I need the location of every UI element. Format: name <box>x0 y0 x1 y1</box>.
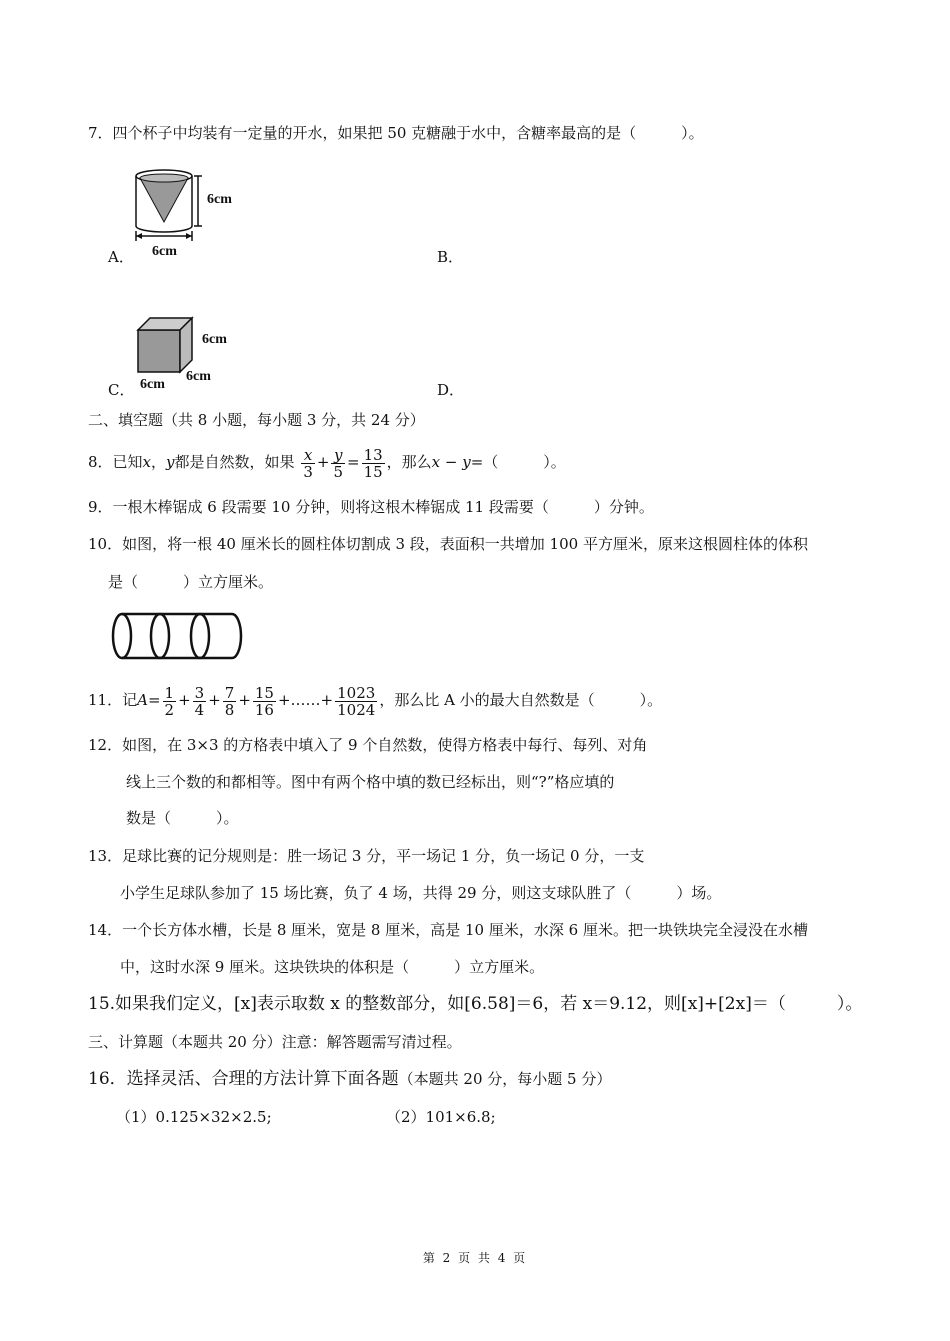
q8-mid: 都是自然数，如果 <box>174 453 295 471</box>
q8-post: ，那么 <box>386 453 432 471</box>
question-16 <box>88 1069 611 1089</box>
figure-cut-cylinder <box>108 610 248 665</box>
section-3-heading: 三、计算题（本题共 20 分）注意：解答题需写清过程。 <box>88 1033 462 1051</box>
page-footer: 第 2 页 共 4 页 <box>422 1251 528 1265</box>
q8-tail: =（ ）。 <box>470 453 566 471</box>
q11-ellipsis: +……+ <box>277 691 334 709</box>
q11-var-a: A <box>137 691 148 709</box>
q8-expression: x − y <box>431 453 471 471</box>
q11-plus-3: + <box>238 691 251 709</box>
question-13-line-2: 小学生足球队参加了 15 场比赛，负了 4 场，共得 29 分，则这支球队胜了（ ）场。 <box>120 884 722 902</box>
q8-fraction-1: $\frac{x}{3}$ <box>303 445 313 481</box>
q11-fraction-5: $\frac{1023}{1024}$ <box>337 683 376 719</box>
question-11 <box>88 678 662 722</box>
q8-fraction-3: $\frac{13}{15}$ <box>363 445 383 481</box>
figure-c-depth-label: 6cm <box>186 369 211 384</box>
q8-var-y: y <box>166 453 175 471</box>
q8-var-x: x <box>142 453 152 471</box>
section-2-heading: 二、填空题（共 8 小题，每小题 3 分，共 24 分） <box>88 411 425 429</box>
option-a: A． <box>108 248 134 266</box>
q8-plus: + <box>316 453 330 471</box>
option-b: B． <box>437 248 464 266</box>
question-16-part-2: （2）101×6.8; <box>386 1108 496 1126</box>
question-7: 7．四个杯子中均装有一定量的开水，如果把 50 克糖融于水中，含糖率最高的是（ ）。 <box>88 124 704 142</box>
figure-a-height-label: 6cm <box>207 192 232 207</box>
question-13-line-1: 13．足球比赛的记分规则是：胜一场记 3 分，平一场记 1 分，负一场记 0 分，一支 <box>88 847 645 865</box>
q11-fraction-4: $\frac{15}{16}$ <box>254 683 274 719</box>
question-10-line-2: 是（ ）立方厘米。 <box>108 573 274 591</box>
q11-equals: = <box>147 691 161 709</box>
question-10-line-1: 10．如图，将一根 40 厘米长的圆柱体切割成 3 段，表面积一共增加 100 平方厘米，原来这根圆柱体的体积 <box>88 535 808 553</box>
q16-note: （本题共 20 分，每小题 5 分） <box>398 1070 612 1088</box>
q11-fraction-3: $\frac{7}{8}$ <box>224 683 235 719</box>
question-12-line-1: 12．如图，在 3×3 的方格表中填入了 9 个自然数，使得方格表中每行、每列、对角 <box>88 736 648 754</box>
q8-fraction-2: $\frac{y}{5}$ <box>333 445 343 481</box>
q11-plus-2: + <box>208 691 221 709</box>
question-15: 15.如果我们定义，[x]表示取数 x 的整数部分，如[6.58]＝6，若 x＝9.12，则[x]+[2x]＝（ ）。 <box>88 994 863 1014</box>
question-14-line-2: 中，这时水深 9 厘米。这块铁块的体积是（ ）立方厘米。 <box>120 958 545 976</box>
q11-prefix: 11．记 <box>88 691 138 709</box>
q8-comma: ， <box>151 453 167 471</box>
figure-a-width-label: 6cm <box>152 244 177 259</box>
question-9: 9．一根木棒锯成 6 段需要 10 分钟，则将这根木棒锯成 11 段需要（ ）分钟。 <box>88 498 654 516</box>
q11-fraction-2: $\frac{3}{4}$ <box>194 683 205 719</box>
q16-main-text: 16．选择灵活、合理的方法计算下面各题 <box>88 1069 399 1089</box>
q8-prefix: 8．已知 <box>88 453 143 471</box>
figure-c-height-label: 6cm <box>202 332 227 347</box>
question-16-part-1: （1）0.125×32×2.5; <box>116 1108 272 1126</box>
question-12-line-3: 数是（ ）。 <box>126 809 239 827</box>
option-d: D． <box>437 381 465 399</box>
q8-equals: = <box>346 453 360 471</box>
q11-fraction-1: $\frac{1}{2}$ <box>164 683 175 719</box>
q11-plus-1: + <box>178 691 191 709</box>
question-8 <box>88 442 566 482</box>
question-14-line-1: 14．一个长方体水槽，长是 8 厘米，宽是 8 厘米，高是 10 厘米，水深 6 厘米。把一块铁块完全浸没在水槽 <box>88 921 808 939</box>
q11-post: ，那么比 A 小的最大自然数是（ ）。 <box>379 691 663 709</box>
figure-cylinder-cone <box>124 164 254 264</box>
option-c: C． <box>108 381 135 399</box>
figure-c-width-label: 6cm <box>140 377 165 392</box>
question-12-line-2: 线上三个数的和都相等。图中有两个格中填的数已经标出，则“?”格应填的 <box>126 773 615 791</box>
